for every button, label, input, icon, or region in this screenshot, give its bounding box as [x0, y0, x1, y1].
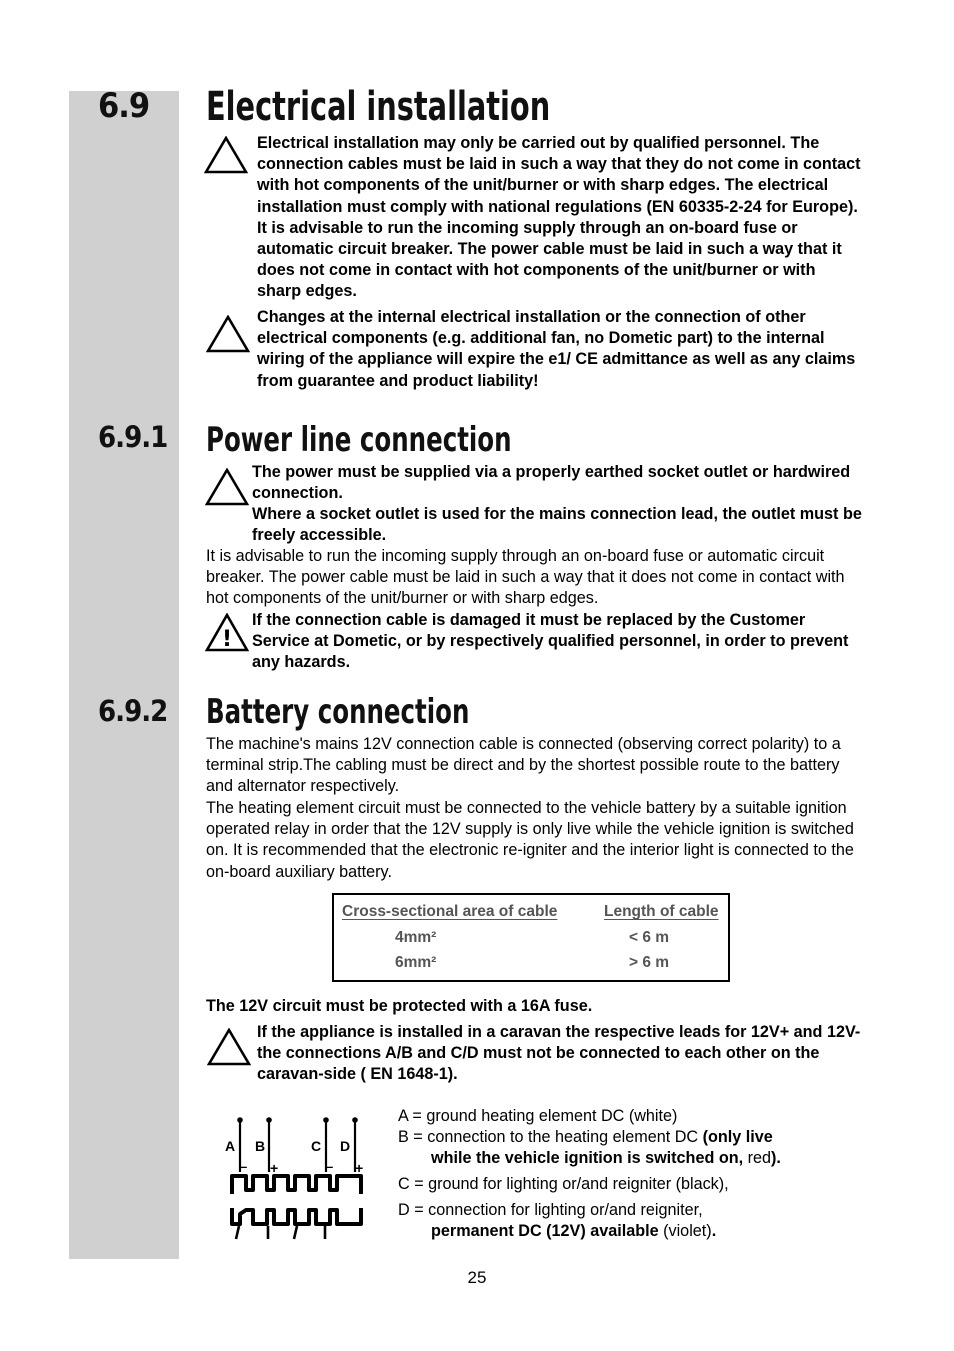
body-text-fuse-advice: It is advisable to run the incoming supply through an on-board fuse or automatic circuit breaker. The power cable must be laid in such a way that it does not come in contact with hot components of the unit/burner or with sharp edges.: [206, 547, 845, 608]
legend-a: [398, 1106, 677, 1127]
terminal-strip-diagram: [222, 1112, 372, 1242]
legend-b-bold-cont: while the vehicle ignition is switched on,: [431, 1149, 744, 1168]
body-text-terminal-strip: The machine's mains 12V connection cable is connected (observing correct polarity) to a terminal strip.The cabling must be direct and by the shortest possible route to the battery and alternator respectively.: [206, 735, 841, 796]
legend-b-close: ).: [771, 1149, 781, 1168]
table-cell-area: 6mm²: [395, 954, 437, 971]
legend-d-prefix: D = connection for lighting or/and reigniter,: [398, 1201, 703, 1219]
legend-c: [398, 1174, 729, 1195]
warning-icon: [204, 136, 248, 174]
legend-d: [398, 1200, 716, 1242]
legend-b: [398, 1127, 781, 1169]
warning-icon: [205, 468, 249, 506]
warning-text-caravan: If the appliance is installed in a caravan the respective leads for 12V+ and 12V- the connections A/B and C/D must not be connected to each other on the caravan-side ( EN 1648-1).: [257, 1023, 861, 1084]
warning-icon: [206, 315, 250, 353]
warning-text-damaged-cable: If the connection cable is damaged it must be replaced by the Customer Service at Dometic, or by respectively qualified personnel, in order to prevent any hazards.: [252, 611, 849, 672]
legend-c-text: C = ground for lighting or/and reigniter (black),: [398, 1175, 729, 1193]
legend-b-bold: (only live: [702, 1128, 773, 1146]
legend-d-close: .: [711, 1222, 717, 1241]
warning-text-earthed-socket: The power must be supplied via a properly earthed socket outlet or hardwired connection.: [252, 463, 851, 503]
terminal-label-c: C: [311, 1138, 322, 1154]
legend-b-color: red: [743, 1149, 772, 1168]
legend-a-text: A = ground heating element DC (white): [398, 1107, 678, 1125]
heading-electrical-installation: Electrical installation: [206, 84, 551, 130]
table-header-cross-section: Cross-sectional area of cable: [342, 903, 558, 920]
table-header-length: Length of cable: [604, 903, 719, 920]
terminal-label-d: D: [340, 1138, 351, 1154]
table-cell-length: < 6 m: [629, 929, 670, 946]
cable-table: [332, 893, 730, 982]
page-number: 25: [467, 1268, 487, 1287]
polarity-plus: +: [355, 1160, 364, 1176]
warning-text-qualified-personnel: Electrical installation may only be carried out by qualified personnel. The connection cables must be laid in such a way that they do not come in contact with hot components of the unit/burner or with sharp edges. The electrical installation must comply with national regulations (EN 60335-2-24 for Europe). It is advisable to run the incoming supply through an on-board fuse or automatic circuit breaker. The power cable must be laid in such a way that it does not come in contact with hot components of the unit/burner or with sharp edges.: [257, 134, 861, 301]
section-number-6-9: 6.9: [98, 86, 150, 126]
heading-power-line-connection: Power line connection: [206, 420, 512, 460]
body-text-ignition-relay: The heating element circuit must be connected to the vehicle battery by a suitable ignition operated relay in order that the 12V supply is only live while the vehicle ignition is switched on. It is recommended that the electronic re-igniter and the interior light is connected to the on-board auxiliary battery.: [206, 799, 854, 881]
terminal-label-a: A: [225, 1138, 236, 1154]
warning-icon: [207, 1028, 251, 1066]
terminal-label-b: B: [255, 1138, 266, 1154]
section-number-6-9-2: 6.9.2: [98, 694, 168, 728]
table-cell-length: > 6 m: [629, 954, 670, 971]
warning-text-outlet-accessible: Where a socket outlet is used for the mains connection lead, the outlet must be freely accessible.: [252, 505, 862, 545]
section-number-6-9-1: 6.9.1: [98, 420, 168, 454]
legend-d-color: (violet): [658, 1222, 712, 1241]
polarity-minus: –: [326, 1159, 334, 1174]
polarity-plus: +: [270, 1160, 279, 1176]
legend-b-prefix: B = connection to the heating element DC: [398, 1128, 703, 1146]
fuse-note: The 12V circuit must be protected with a 16A fuse.: [206, 997, 593, 1015]
sidebar-band: [69, 91, 179, 1259]
exclamation-warning-icon: [205, 613, 249, 653]
legend-d-bold: permanent DC (12V) available: [431, 1222, 659, 1241]
warning-text-admittance: Changes at the internal electrical installation or the connection of other electrical components (e.g. additional fan, no Dometic part) to the internal wiring of the appliance will expire the e1/ CE admittance as well as any claims from guarantee and product liability!: [257, 308, 856, 390]
svg-text:!: !: [221, 627, 233, 652]
heading-battery-connection: Battery connection: [206, 692, 470, 732]
polarity-minus: –: [240, 1159, 248, 1174]
table-cell-area: 4mm²: [395, 929, 437, 946]
